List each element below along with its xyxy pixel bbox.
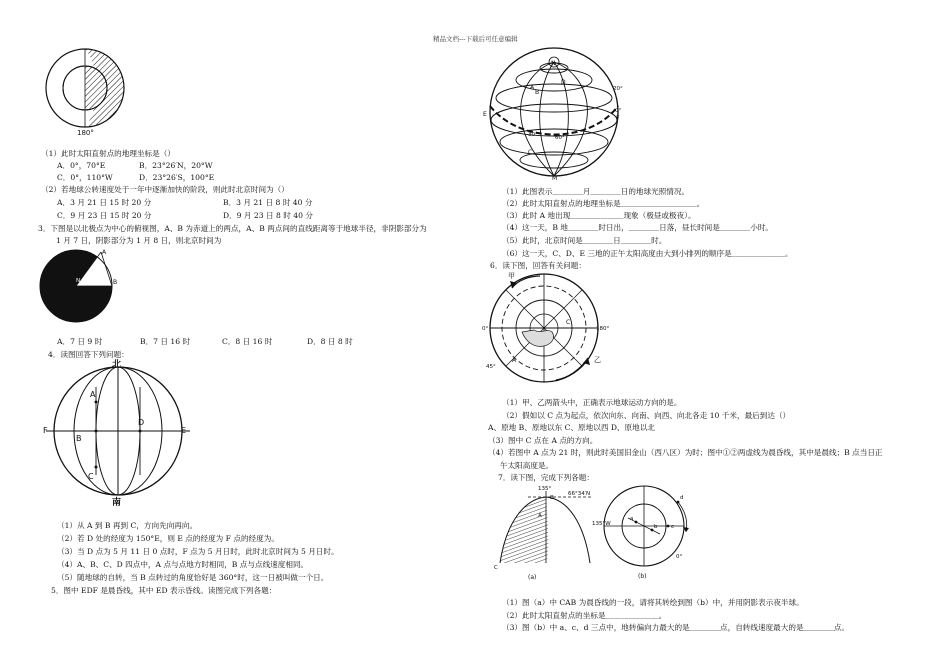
fig4-label-c: C — [88, 472, 94, 481]
fig6-label-a: A — [512, 357, 517, 364]
q5-item-3: （3）此时 A 地出现＿＿＿＿＿＿＿现象（极昼或极夜）。 — [502, 211, 696, 220]
fig5-label-60deg: 60° — [555, 135, 565, 141]
fig7b-caption: (b) — [638, 573, 647, 580]
fig5-label-d: D — [561, 79, 566, 86]
figure-7a-terminator-section — [488, 483, 598, 587]
q4-item-5: （5）随地球的自转，当 B 点转过的角度恰好是 360°时，这一日被叫做一个日。 — [57, 573, 329, 582]
fig5-label-e: E — [483, 111, 487, 118]
fig6-label-jia: 甲 — [508, 272, 515, 280]
fig3-label-n: N — [76, 278, 81, 284]
figure-5-globe-terminator — [480, 44, 630, 186]
q2-option-d: D．9 月 23 日 8 时 40 分 — [223, 211, 313, 220]
fig6-label-c: C — [566, 319, 571, 326]
fig5-label-m: M — [552, 175, 558, 182]
q4-item-2: （2）若 D 处的经度为 150°E，则 E 点的经度为 F 点的经度为。 — [57, 534, 279, 543]
q6-item-3: （3）图中 C 点在 A 点的方向。 — [488, 436, 598, 445]
q4-item-3: （3）当 D 点为 5 月 11 日 0 点时，F 点为 5 月日时，此时北京时间为 5 月日时。 — [57, 547, 339, 556]
q3-option-b: B．7 日 16 时 — [140, 337, 191, 346]
fig7a-label-135deg: 135° — [538, 486, 552, 492]
fig7b-label-b: b — [654, 524, 658, 530]
fig4-label-d: D — [138, 418, 145, 427]
q6-item-4-line1: （4）若图中 A 点为 21 时，则此时美国旧金山（西八区）为时；图中①②两虚线为晨昏线，其中是晨线；B 点当日正 — [488, 448, 883, 457]
q4-item-4: （4）A、B、C、D 四点中，A 点与点地方时相同，B 点与点线速度相同。 — [57, 560, 309, 569]
q1-option-a: A．0°，70°E — [57, 161, 106, 170]
fig6-label-yi: 乙 — [594, 356, 601, 364]
q5-item-5: （5）此时，北京时间是＿＿＿＿日＿＿＿＿时。 — [502, 236, 667, 245]
q2-option-a: A．3 月 21 日 15 时 20 分 — [57, 198, 152, 207]
fig4-north-label: 北 — [112, 360, 122, 370]
q5-item-4: （4）这一天，B 地＿＿＿＿时日出，＿＿＿＿日落，昼长时间是＿＿＿＿小时。 — [502, 223, 774, 232]
q2-question: （2）若地球公转速度处于一年中逐渐加快的阶段，则此时北京时间为（） — [41, 185, 289, 194]
fig7a-label-lat: 66°34′N — [568, 491, 591, 497]
fig5-label-n: N — [551, 60, 556, 67]
q1-option-d: D．23°26′S，100°E — [139, 173, 215, 182]
q6-item-2: （2）假如以 C 点为起点，依次向东、向南、向西、向北各走 10 千米，最后到达（） — [502, 411, 791, 420]
fig1-180-label: 180° — [77, 129, 94, 137]
fig7a-label-b: B — [550, 495, 554, 501]
fig5-label-c: C — [528, 149, 533, 156]
fig7b-label-0deg: 0° — [676, 554, 683, 560]
fig6-label-45deg: 45° — [486, 364, 496, 370]
q6-stem: 6．读下图，回答有关问题： — [490, 261, 586, 270]
fig5-label-30deg: 30° — [528, 132, 538, 138]
q6-options: A、原地 B、原地以东 C、原地以西 D、原地以北 — [488, 423, 655, 432]
q7-item-1: （1）图（a）中 CAB 为晨昏线的一段，请将其转绘到图（b）中，并用阴影表示夜半球。 — [502, 598, 804, 607]
q5-item-1: （1）此图表示＿＿＿＿月＿＿＿＿日的地球光照情况。 — [502, 187, 690, 196]
fig3-label-a: A — [102, 249, 107, 256]
fig7b-label-d: d — [680, 495, 684, 501]
q3-option-c: C．8 日 16 时 — [222, 337, 273, 346]
figure-3-shaded-circle — [38, 246, 128, 332]
fig7a-label-c: C — [494, 565, 498, 571]
fig4-label-f: F — [43, 426, 48, 435]
figure-7b-polar-circle — [592, 482, 702, 586]
q5-item-2: （2）此时太阳直射点的地理坐标是＿＿＿＿＿＿＿＿＿＿。 — [502, 199, 705, 208]
q3-stem-line1: 3．下图是以北极点为中心的俯视图，A、B 为赤道上的两点，A、B 两点间的直线距离等于地球半径，非阴影部分为 — [38, 224, 427, 233]
fig6-label-180deg: 180° — [596, 326, 610, 332]
fig5-label-b: B — [535, 89, 540, 96]
q1-option-c: C．0°，110°W — [57, 173, 113, 182]
fig7b-label-c: c — [671, 524, 675, 530]
q2-option-b: B．3 月 21 日 8 时 40 分 — [223, 198, 313, 207]
q1-question: （1）此时太阳直射点的地理坐标是（） — [41, 149, 175, 158]
q7-item-3: （3）图（b）中 a、c、d 三点中，地转偏向力最大的是＿＿＿＿点，自转线速度最大的是＿＿＿＿点。 — [502, 623, 850, 632]
q4-item-1: （1）从 A 到 B 再到 C，方向先向再向。 — [57, 521, 198, 530]
q6-item-1: （1）甲、乙两箭头中，正确表示地球运动方向的是。 — [502, 398, 682, 407]
q3-option-a: A．7 日 9 时 — [57, 337, 103, 346]
q1-option-b: B．23°26′N，20°W — [139, 161, 213, 170]
q5-item-6: （6）这一天，C、D、E 三地的正午太阳高度由大到小排列的顺序是＿＿＿＿＿＿＿。 — [502, 249, 793, 258]
q7-stem: 7．读下图，完成下列各题： — [498, 473, 594, 482]
figure-4-globe-grid — [40, 359, 200, 513]
fig3-label-b: B — [113, 279, 118, 286]
q3-option-d: D．8 日 8 时 — [307, 337, 353, 346]
fig7b-label-135w: 135°W — [592, 521, 611, 527]
fig7b-label-a: a — [630, 516, 634, 522]
q3-stem-line2: 1 月 7 日，阴影部分为 1 月 8 日，则北京时间为 — [56, 236, 222, 245]
fig5-label-20deg: 20° — [613, 86, 623, 92]
fig7a-caption: (a) — [528, 574, 537, 581]
page-header: 精品文档---下载后可任意编辑 — [433, 35, 518, 43]
fig4-south-label: 南 — [112, 498, 122, 508]
fig4-label-e: E — [181, 426, 187, 435]
q5-stem: 5．图中 EDF 是晨昏线，其中 ED 表示昏线。读图完成下列各题： — [51, 586, 277, 595]
fig5-label-0deg: 0° — [615, 108, 622, 114]
figure-1-polar-view — [40, 45, 130, 141]
q7-item-2: （2）此时太阳直射点的坐标是＿＿＿＿＿＿＿。 — [502, 611, 667, 620]
fig4-label-a: A — [90, 390, 96, 399]
fig6-label-0deg: 0° — [482, 326, 489, 332]
q6-item-4-line2: 午太阳高度是。 — [500, 461, 554, 470]
fig5-label-a: A — [530, 84, 535, 91]
q4-stem: 4．读图回答下列问题： — [48, 350, 129, 359]
fig5-label-f: F — [616, 115, 620, 122]
fig4-label-b: B — [76, 434, 82, 443]
q2-option-c: C．9 月 23 日 15 时 20 分 — [57, 211, 152, 220]
fig7a-label-a: A — [538, 513, 542, 519]
figure-6-polar-projection — [482, 270, 612, 392]
